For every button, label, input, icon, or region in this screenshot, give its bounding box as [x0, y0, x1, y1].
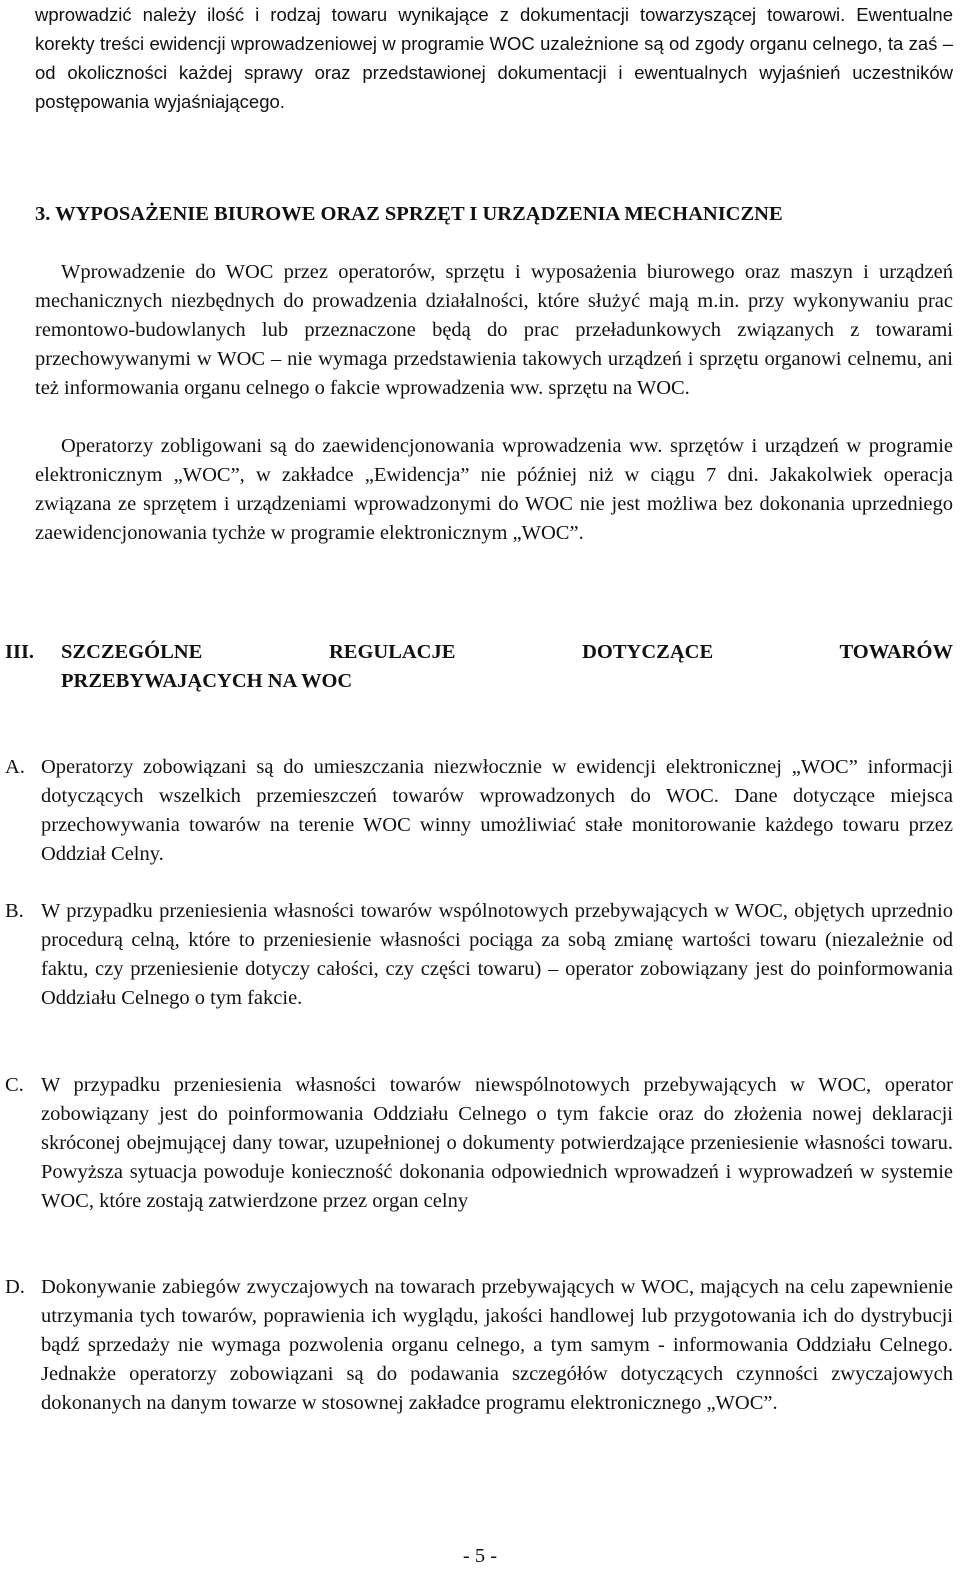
list-item-text: Dokonywanie zabiegów zwyczajowych na towarach przebywających w WOC, mających na celu zapewnienie utrzymania tych towarów, poprawienia ich wyglądu, jakości handlowej lub przygotowania ich do dystrybucji bądź sprzedaży nie wymaga pozwolenia organu celnego, a tym samym - informowania Oddziału Celnego. Jednakże operatorzy zobowiązani są do podawania szczegółów dotyczących czynności zwyczajowych dokonanych na danym towarze w stosownej zakładce programu elektronicznego „WOC”.: [41, 1276, 953, 1414]
list-item-d: [5, 1273, 953, 1418]
list-item-a: [5, 753, 953, 869]
page-number: - 5 -: [462, 1545, 498, 1567]
section-III-number: III.: [5, 641, 35, 663]
section-3-paragraph-2: Operatorzy zobligowani są do zaewidencjonowania wprowadzenia ww. sprzętów i urządzeń w programie elektronicznym „WOC”, w zakładce „Ewidencja” nie później niż w ciągu 7 dni. Jakakolwiek operacja związana ze sprzętem i urządzeniami wprowadzonymi do WOC nie jest możliwa bez dokonania uprzedniego zaewidencjonowania tychże w programie elektronicznym „WOC”.: [35, 435, 953, 544]
intro-paragraph: wprowadzić należy ilość i rodzaj towaru wynikające z dokumentacji towarzyszącej towarowi. Ewentualne korekty treści ewidencji wprowadzeniowej w programie WOC uzależnione są od zgody organu celnego, ta zaś – od okoliczności każdej sprawy oraz przedstawionej dokumentacji i ewentualnych wyjaśnień uczestników postępowania wyjaśniającego.: [35, 4, 953, 112]
list-item-letter: A.: [5, 756, 25, 778]
list-item-letter: B.: [5, 900, 24, 922]
section-III-heading: [5, 638, 953, 696]
list-item-letter: C.: [5, 1074, 24, 1096]
section-3-heading: 3. WYPOSAŻENIE BIUROWE ORAZ SPRZĘT I URZĄDZENIA MECHANICZNE: [35, 203, 783, 225]
section-III-title-line-2: PRZEBYWAJĄCYCH NA WOC: [61, 670, 353, 692]
list-item-text: W przypadku przeniesienia własności towarów niewspólnotowych przebywających w WOC, operator zobowiązany jest do poinformowania Oddziału Celnego o tym fakcie oraz do złożenia nowej deklaracji skróconej obejmującej dany towar, uzupełnionej o dokumenty potwierdzające przeniesienie własności towaru. Powyższa sytuacja powoduje konieczność dokonania odpowiednich wprowadzeń i wyprowadzeń w systemie WOC, które zostają zatwierdzone przez organ celny: [41, 1074, 953, 1212]
list-item-letter: D.: [5, 1276, 25, 1298]
list-item-text: Operatorzy zobowiązani są do umieszczania niezwłocznie w ewidencji elektronicznej „WOC” informacji dotyczących wszelkich przemieszczeń towarów wprowadzonych do WOC. Dane dotyczące miejsca przechowywania towarów na terenie WOC winny umożliwiać stałe monitorowanie każdego towaru przez Oddział Celny.: [41, 756, 953, 865]
list-item-b: [5, 897, 953, 1013]
section-III-title-line-1: SZCZEGÓLNE REGULACJE DOTYCZĄCE TOWARÓW: [61, 641, 953, 663]
list-item-c: [5, 1071, 953, 1216]
section-3-paragraph-1: Wprowadzenie do WOC przez operatorów, sprzętu i wyposażenia biurowego oraz maszyn i urządzeń mechanicznych niezbędnych do prowadzenia działalności, które służyć mają m.in. przy wykonywaniu prac remontowo-budowlanych lub przeznaczone będą do prac przeładunkowych związanych z towarami przechowywanymi w WOC – nie wymaga przedstawienia takowych urządzeń i sprzętu organowi celnemu, ani też informowania organu celnego o fakcie wprowadzenia ww. sprzętu na WOC.: [35, 261, 953, 399]
list-item-text: W przypadku przeniesienia własności towarów wspólnotowych przebywających w WOC, objętych uprzednio procedurą celną, które to przeniesienie własności pociąga za sobą zmianę wartości towaru (niezależnie od faktu, czy przeniesienie dotyczy całości, czy części towaru) – operator zobowiązany jest do poinformowania Oddziału Celnego o tym fakcie.: [41, 900, 953, 1009]
